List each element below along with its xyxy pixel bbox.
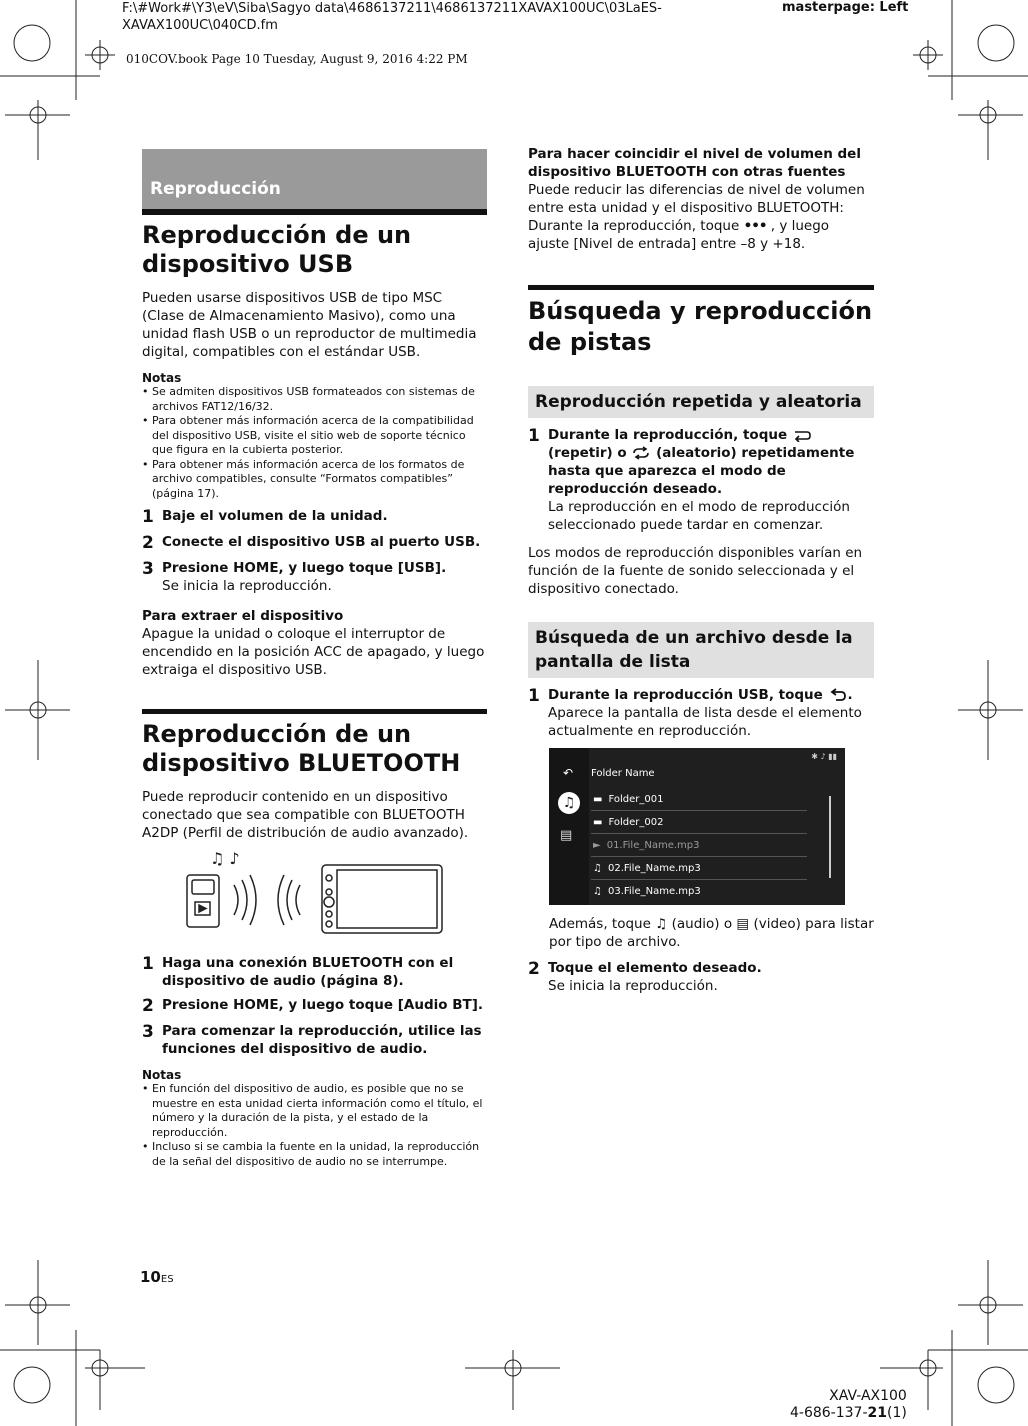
step-title: Conecte el dispositivo USB al puerto USB.: [162, 534, 481, 550]
step-number: 3: [142, 559, 154, 579]
screen-row: ♫ 02.File_Name.mp3: [591, 857, 807, 880]
usb-intro: Pueden usarse dispositivos USB de tipo MSC (Clase de Almacenamiento Masivo), como una unidad flash USB o un reproductor de multimedia digital, compatibles con el estándar USB.: [142, 290, 477, 360]
step-title-part: Durante la reproducción USB, toque: [548, 687, 823, 703]
step-title: Durante la reproducción USB, toque .: [548, 687, 853, 703]
step-number: 2: [142, 996, 154, 1016]
search-heading: Búsqueda y reproducción de pistas: [528, 297, 873, 356]
file-path: F:\#Work#\Y3\eV\Siba\Sagyo data\4686137211\4686137211XAVAX100UC\03LaES-XAVAX100UC\040CD.fm: [122, 1, 662, 33]
step-title-part: Durante la reproducción, toque: [548, 427, 788, 443]
video-icon: ▤: [736, 916, 750, 932]
note-item: • En función del dispositivo de audio, es posible que no se muestre en esta unidad cierta información como el título, el número y la duración de la pista, y el estado de la reproducción.: [152, 1082, 487, 1140]
bt-notes: [142, 1082, 487, 1169]
step-title: Para comenzar la reproducción, utilice las funciones del dispositivo de audio.: [162, 1023, 482, 1057]
code-suffix: (1): [887, 1405, 907, 1421]
section-rule: [142, 709, 487, 714]
step-title: Haga una conexión BLUETOOTH con el dispositivo de audio (página 8).: [162, 955, 454, 989]
bt-heading: Reproducción de un dispositivo BLUETOOTH: [142, 720, 461, 777]
back-icon: [828, 688, 848, 702]
row-label: Folder_001: [608, 793, 664, 805]
screen-scrollbar: [829, 796, 831, 878]
note-item: • Para obtener más información acerca de los formatos de archivo compatibles, consulte “Formatos compatibles” (página 17).: [152, 458, 487, 502]
modes-text: Los modos de reproducción disponibles varían en función de la fuente de sonido seleccionada y el dispositivo conectado.: [528, 545, 863, 597]
step-title-part: (aleatorio) repetidamente hasta que aparezca el modo de reproducción deseado.: [548, 445, 855, 497]
page-number: [140, 1268, 174, 1286]
usb-step-1: [142, 507, 487, 527]
shuffle-icon: [631, 446, 651, 460]
bt-step-1: [142, 954, 487, 990]
match-volume-text: [528, 181, 874, 253]
masterpage-label: masterpage: Left: [782, 0, 909, 15]
step-number: 3: [142, 1022, 154, 1042]
more-options-icon: •••: [743, 218, 767, 234]
screen-row: ♫ 03.File_Name.mp3: [593, 885, 701, 897]
screen-back-icon: ↶: [563, 766, 574, 780]
page-lang: ES: [160, 1274, 174, 1285]
row-label: 01.File_Name.mp3: [606, 839, 700, 851]
right-column: [528, 145, 874, 995]
left-column: [142, 149, 487, 1169]
step-title-part: (repetir) o: [548, 445, 627, 461]
step-number: 1: [142, 954, 154, 974]
page-number-value: 10: [140, 1268, 161, 1286]
section-label: Reproducción: [142, 149, 487, 215]
also-part: Además, toque: [549, 916, 651, 932]
model-info: [790, 1388, 907, 1422]
book-info-line: 010COV.book Page 10 Tuesday, August 9, 2016 4:22 PM: [126, 52, 468, 66]
section-rule: [528, 285, 874, 290]
model-code: [790, 1405, 907, 1422]
screen-row: ▬ Folder_001: [591, 788, 807, 811]
model-name: XAV-AX100: [829, 1388, 907, 1404]
row-label: Folder_002: [608, 816, 664, 828]
list-search-bar: Búsqueda de un archivo desde la pantalla de lista: [528, 622, 874, 678]
step-detail: La reproducción en el modo de reproducción seleccionado puede tardar en comenzar.: [548, 499, 850, 533]
step-title: [548, 426, 874, 498]
note-item: • Se admiten dispositivos USB formateados con sistemas de archivos FAT12/16/32.: [152, 385, 487, 414]
bt-step-2: [142, 996, 487, 1016]
video-filter-icon: ▤: [560, 828, 573, 843]
list-step-2: [528, 959, 874, 995]
step-detail: Se inicia la reproducción.: [548, 978, 718, 994]
bt-step-3: [142, 1022, 487, 1058]
bt-intro: Puede reproducir contenido en un dispositivo conectado que sea compatible con BLUETOOTH A2DP (Perfil de distribución de audio avanzado).: [142, 789, 469, 841]
list-screen-screenshot: [549, 748, 845, 905]
also-part: (video) para listar por tipo de archivo.: [549, 916, 874, 950]
step-detail: Se inicia la reproducción.: [162, 578, 332, 594]
screen-row: ► 01.File_Name.mp3: [591, 834, 807, 857]
step-number: 1: [528, 686, 540, 706]
note-item: • Incluso si se cambia la fuente en la unidad, la reproducción de la señal del dispositivo de audio no se interrumpe.: [152, 1140, 487, 1169]
extract-title: Para extraer el dispositivo: [142, 608, 344, 624]
repeat-step-1: [528, 426, 874, 534]
repeat-shuffle-bar: Reproducción repetida y aleatoria: [528, 386, 874, 418]
step-number: 2: [528, 959, 540, 979]
note-item: • Para obtener más información acerca de la compatibilidad del dispositivo USB, visite el sitio web de soporte técnico que figura en la cubierta posterior.: [152, 414, 487, 458]
match-volume-title: Para hacer coincidir el nivel de volumen del dispositivo BLUETOOTH con otras fuentes: [528, 146, 861, 180]
step-number: 1: [142, 507, 154, 527]
code-bold: 21: [867, 1405, 887, 1421]
row-label: 03.File_Name.mp3: [607, 885, 701, 897]
step-number: 1: [528, 426, 540, 446]
step-title: Baje el volumen de la unidad.: [162, 508, 388, 524]
usb-step-2: [142, 533, 487, 553]
step-title: Presione HOME, y luego toque [Audio BT].: [162, 997, 484, 1013]
repeat-icon: [792, 428, 812, 442]
also-part: (audio) o: [671, 916, 733, 932]
bt-notes-title: Notas: [142, 1068, 182, 1082]
screen-row: ▬ Folder_002: [591, 811, 807, 834]
svg-text:♫ ♪: ♫ ♪: [210, 850, 240, 868]
usb-step-3: [142, 559, 487, 595]
list-step-1: [528, 686, 874, 740]
also-text: [549, 915, 874, 951]
step-title: Toque el elemento deseado.: [548, 960, 762, 976]
step-title: Presione HOME, y luego toque [USB].: [162, 560, 447, 576]
code-prefix: 4-686-137-: [790, 1405, 868, 1421]
usb-heading: Reproducción de un dispositivo USB: [142, 221, 412, 278]
match-text-part2: , y luego ajuste [Nivel de entrada] entre –8 y +18.: [528, 218, 830, 252]
usb-notes: [142, 385, 487, 501]
step-detail: Aparece la pantalla de lista desde el elemento actualmente en reproducción.: [548, 705, 862, 739]
usb-notes-title: Notas: [142, 371, 182, 385]
match-text-part1: Puede reducir las diferencias de nivel de volumen entre esta unidad y el dispositivo BLUETOOTH: Durante la reproducción, toque: [528, 182, 865, 234]
extract-text: Apague la unidad o coloque el interruptor de encendido en la posición ACC de apagado, y luego extraiga el dispositivo USB.: [142, 626, 485, 678]
bt-illustration: [142, 850, 487, 948]
audio-filter-icon: ♫: [558, 792, 580, 814]
step-number: 2: [142, 533, 154, 553]
screen-header: Folder Name: [591, 768, 655, 779]
audio-icon: ♫: [655, 916, 668, 932]
status-icons: ✱ ♪ ▮▮: [811, 752, 837, 761]
row-label: 02.File_Name.mp3: [607, 862, 701, 874]
